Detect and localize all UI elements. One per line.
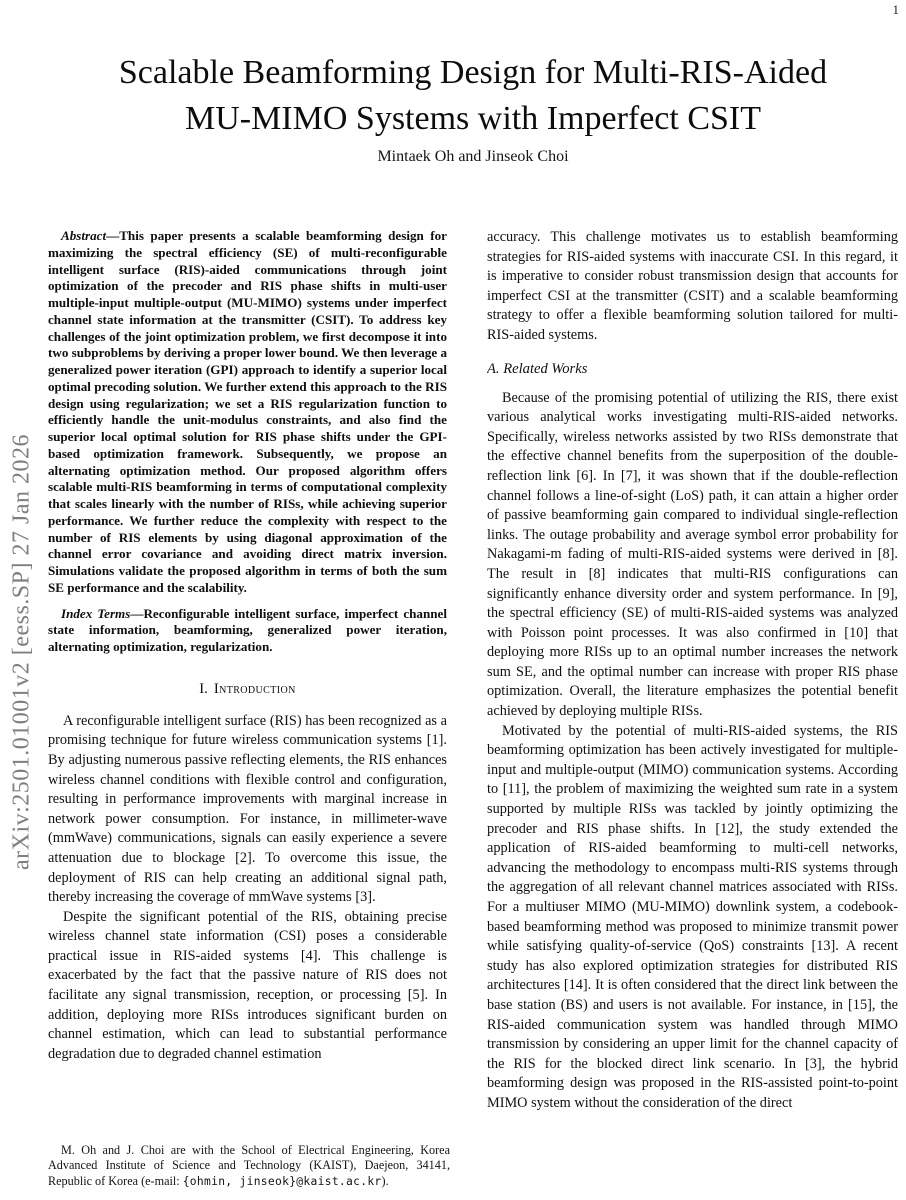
related-works-paragraph-2: Motivated by the potential of multi-RIS-aided systems, the RIS beamforming optimization has been actively investigated for multiple-input and multiple-output (MIMO) communication systems. According to [11], the problem of maximizing the weighted sum rate in a system supported by multiple RISs was tackled by jointly optimizing the precoder and RIS phase shifts. In [12], the study extended the application of RIS-aided beamforming to multi-cell networks, advancing the methodology to encompass multi-RIS systems through the aggregation of all relevant channel matrices associated with RISs. For a multiuser MIMO (MU-MIMO) downlink system, a codebook-based beamforming method was proposed to minimize transmit power while satisfying quality-of-service (QoS) constraints [13]. A recent study has also explored optimization strategies for distributed RIS architectures [14]. It is often considered that the direct link between the base station (BS) and users is not available. For instance, in [15], the RIS-aided communication system was handled through MIMO transmission by considering an upper limit for the channel capacity of the RIS for the blocked direct link scenario. In [3], the hybrid beamforming design was proposed in the RIS-assisted point-to-point MIMO system without the consideration of the direct: [487, 722, 898, 1111]
right-column: [487, 228, 898, 1200]
footnote-closing: ).: [381, 1173, 389, 1188]
section-heading-introduction: [48, 681, 447, 698]
section-number: I.: [199, 680, 208, 697]
index-terms-paragraph: [48, 606, 447, 656]
index-terms-lead-label: Index Terms: [61, 605, 131, 621]
section-title: Introduction: [213, 680, 296, 697]
footnote-text: M. Oh and J. Choi are with the School of Electrical Engineering, Korea Advanced Institute of Science and Technology (KAIST), Daejeon, 34141, Republic of Korea (e-mail:: [48, 1143, 450, 1188]
abstract-text: —This paper presents a scalable beamforming design for maximizing the spectral efficiency (SE) of multi-reconfigurable intelligent surface (RIS)-aided communications through joint optimization of the precoder and RIS phase shifts in multi-user multiple-input multiple-output (MU-MIMO) systems under imperfect channel state information at the transmitter (CSIT). To address key challenges of the joint optimization problem, we first decompose it into two subproblems by deriving a proper lower bound. We then leverage a generalized power iteration (GPI) approach to identify a superior local optimal precoding solution. We further extend this approach to the RIS design using regularization; we set a RIS regularization function to efficiently handle the unit-modulus constraints, and also find the superior local optimal solution for RIS phase shifts under the GPI-based optimization framework. Subsequently, we propose an alternating optimization method. Our proposed algorithm offers scalable multi-RIS beamforming in terms of computational complexity that scales linearly with the number of RISs, while achieving superior performance. We further reduce the complexity with respect to the number of RIS elements by using diagonal approximation of the channel error covariance and avoiding direct matrix inversion. Simulations validate the proposed algorithm in terms of both the sum SE performance and the scalability.: [48, 228, 447, 595]
left-column: [48, 228, 447, 1138]
index-terms-text: —Reconfigurable intelligent surface, imperfect channel state information, beamforming, generalized power iteration, alternating optimization, regularization.: [48, 605, 447, 654]
arxiv-watermark-label: arXiv:2501.01001v2 [eess.SP] 27 Jan 2026: [8, 434, 35, 870]
intro-paragraph-2-continuation: accuracy. This challenge motivates us to establish beamforming strategies for RIS-aided systems with inaccurate CSI. In this regard, it is imperative to consider robust transmission design that accounts for imperfect CSI at the transmitter (CSIT) and a scalable beamforming strategy to offer a flexible beamforming solution tailored for multi-RIS-aided systems.: [487, 229, 898, 343]
paper-title-line-2: MU-MIMO Systems with Imperfect CSIT: [184, 100, 762, 137]
paper-title: [48, 50, 898, 142]
title-block: [48, 50, 898, 142]
footnote-email: {ohmin, jinseok}@kaist.ac.kr: [182, 1174, 382, 1188]
abstract-paragraph: [48, 228, 447, 597]
paper-title-line-1: Scalable Beamforming Design for Multi-RIS-Aided: [118, 54, 828, 91]
intro-paragraph-1: A reconfigurable intelligent surface (RIS) has been recognized as a promising technique for future wireless communication systems [1]. By adjusting numerous passive reflecting elements, the RIS enhances wireless channel conditions with flexible control and configuration, resulting in performance improvements with marginal increase in network power consumption. For instance, in millimeter-wave (mmWave) communications, signals can easily experience a severe attenuation due to blockage [2]. To overcome this issue, the deployment of RIS can help creating an additional signal path, thereby increasing the coverage of mmWave systems [3].: [48, 712, 447, 906]
page-number: 1: [892, 2, 899, 17]
authors-line: Mintaek Oh and Jinseok Choi: [377, 148, 569, 165]
abstract-lead-label: Abstract: [61, 228, 107, 243]
subsection-heading-related-works: A. Related Works: [487, 360, 588, 377]
related-works-paragraph-1: Because of the promising potential of utilizing the RIS, there exist various analytical works investigating multi-RIS-aided networks. Specifically, wireless networks assisted by two RISs demonstrate that the effective channel benefits from the superposition of the double-reflection link [6]. In [7], it was shown that if the double-reflection channel follows a line-of-sight (LoS) path, it can attain a higher order of passive beamforming gain compared to individual single-reflection links. The outage probability and average symbol error probability for Nakagami-m fading of multi-RIS-aided systems were derived in [8]. The result in [8] indicates that multi-RIS configurations can significantly enhance diversity order and system performance. In [9], the spectral efficiency (SE) of multi-RIS-aided systems was analyzed with Poisson point processes. It was also confirmed in [10] that deploying more RISs up to an optimal number increases the network sum SE, and the optimal number can increase with proper RIS phase optimization. Overall, the literature emphasizes the potential benefit achieved by deploying multiple RISs.: [487, 389, 898, 720]
intro-paragraph-2: Despite the significant potential of the RIS, obtaining precise wireless channel state information (CSI) poses a considerable practical issue in RIS-aided systems [4]. This challenge is exacerbated by the fact that the passive nature of RIS does not facilitate any signal transmission, reception, or processing [5]. In addition, deploying more RISs introduces significant burden on channel estimation, which can lead to substantial performance degradation due to degraded channel estimation: [48, 908, 447, 1062]
author-affiliation-footnote: [48, 1143, 450, 1189]
